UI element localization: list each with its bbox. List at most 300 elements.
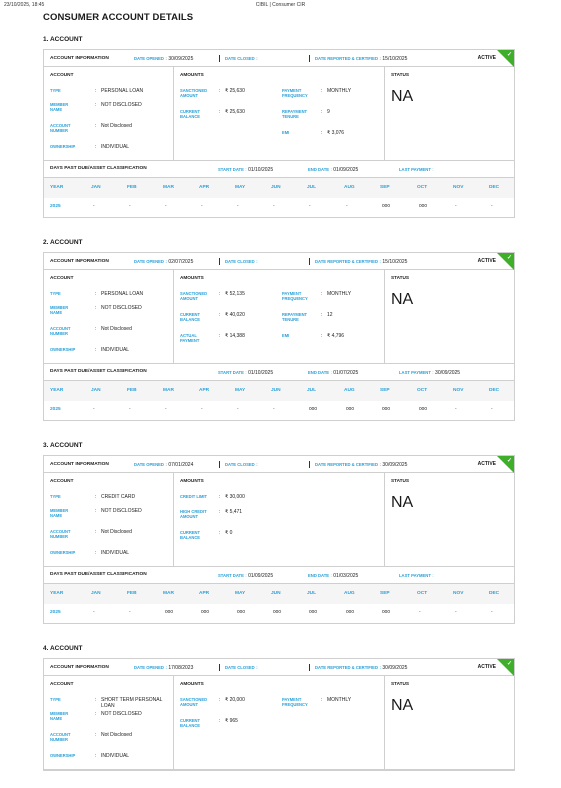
date-opened-label: DATE OPENED bbox=[134, 56, 164, 61]
dpd-month-header: DEC bbox=[489, 185, 500, 190]
dpd-last-payment bbox=[399, 370, 460, 376]
date-reported-label: DATE REPORTED & CERTIFIED bbox=[315, 665, 378, 670]
divider bbox=[219, 55, 220, 62]
dpd-header-row bbox=[44, 567, 514, 584]
high-credit-amount-field-label: HIGH CREDIT AMOUNT bbox=[180, 509, 207, 520]
dpd-last-payment bbox=[399, 573, 435, 579]
type-field-value-line2: LOAN bbox=[101, 703, 115, 709]
dpd-last-payment-label: LAST PAYMENT bbox=[399, 370, 431, 375]
date-opened-label: DATE OPENED bbox=[134, 462, 164, 467]
type-field-value: PERSONAL LOAN bbox=[101, 88, 144, 94]
sanctioned-amount-field-colon: : bbox=[219, 291, 221, 297]
checkmark-icon: ✓ bbox=[506, 52, 512, 58]
date-opened-colon: : bbox=[165, 462, 167, 467]
dpd-month-header: JUN bbox=[271, 591, 281, 596]
member-name-field-label: MEMBER NAME bbox=[50, 711, 69, 722]
account-column-title: ACCOUNT bbox=[50, 681, 74, 686]
date-closed-label: DATE CLOSED bbox=[225, 56, 255, 61]
dpd-month-value: 000 bbox=[273, 610, 282, 615]
payment-frequency-field-label: PAYMENT FREQUENCY bbox=[282, 697, 308, 708]
divider bbox=[309, 461, 310, 468]
type-field-value: SHORT TERM PERSONAL bbox=[101, 697, 163, 703]
date-reported-colon: : bbox=[379, 665, 381, 670]
account-info-row bbox=[44, 659, 514, 676]
ownership-field-label: OWNERSHIP bbox=[50, 144, 76, 149]
repayment-tenure-field-value: 9 bbox=[327, 109, 330, 115]
dpd-end-date-label: END DATE bbox=[308, 573, 330, 578]
member-name-field bbox=[50, 102, 181, 116]
member-name-field-colon: : bbox=[95, 508, 97, 514]
status-column bbox=[385, 67, 514, 160]
dpd-end-date-value: 01/03/2025 bbox=[333, 573, 359, 579]
dpd-last-payment-label: LAST PAYMENT bbox=[399, 573, 431, 578]
payment-frequency-field-label: PAYMENT FREQUENCY bbox=[282, 291, 308, 302]
date-opened-value: 17/08/2023 bbox=[168, 665, 194, 671]
payment-frequency-field-label: PAYMENT FREQUENCY bbox=[282, 88, 308, 99]
dpd-month-header: APR bbox=[199, 185, 210, 190]
amounts-column bbox=[174, 270, 385, 363]
dpd-end-date bbox=[308, 167, 358, 173]
type-field-value: PERSONAL LOAN bbox=[101, 291, 144, 297]
payment-frequency-field-colon: : bbox=[321, 291, 323, 297]
date-closed-colon: : bbox=[256, 259, 258, 264]
dpd-month-value: - bbox=[93, 407, 95, 412]
sanctioned-amount-field-colon: : bbox=[219, 697, 221, 703]
ownership-field-value: INDIVIDUAL bbox=[101, 347, 130, 353]
dpd-start-date bbox=[218, 370, 273, 376]
sanctioned-amount-field-colon: : bbox=[219, 88, 221, 94]
emi-field-value: ₹ 3,076 bbox=[327, 130, 345, 136]
account-info-row bbox=[44, 456, 514, 473]
dpd-month-value: - bbox=[165, 204, 167, 209]
print-datetime: 23/10/2025, 18:45 bbox=[4, 2, 45, 8]
account-info-label: ACCOUNT INFORMATION bbox=[50, 56, 109, 61]
dpd-month-header: FEB bbox=[127, 185, 137, 190]
dpd-start-date-label: START DATE bbox=[218, 370, 244, 375]
date-opened-label: DATE OPENED bbox=[134, 259, 164, 264]
dpd-month-header: AUG bbox=[344, 591, 355, 596]
current-balance-field-label: CURRENT BALANCE bbox=[180, 718, 201, 729]
dpd-label: DAYS PAST DUE/ASSET CLASSIFICATION bbox=[50, 166, 147, 171]
date-reported-label: DATE REPORTED & CERTIFIED bbox=[315, 56, 378, 61]
account-column bbox=[44, 676, 174, 769]
dpd-month-header: NOV bbox=[453, 185, 464, 190]
ownership-field-value: INDIVIDUAL bbox=[101, 753, 130, 759]
actual-payment-field-colon: : bbox=[219, 333, 221, 339]
dpd-year-header: YEAR bbox=[50, 185, 64, 190]
account-number-field-label: ACCOUNT NUMBER bbox=[50, 732, 71, 743]
account-number-field-value: Not Disclosed bbox=[101, 732, 132, 738]
date-opened bbox=[134, 56, 193, 62]
credit-limit-field-label: CREDIT LIMIT bbox=[180, 494, 208, 499]
dpd-year-value: 2025 bbox=[50, 407, 61, 412]
current-balance-field-colon: : bbox=[219, 718, 221, 724]
status-column bbox=[385, 473, 514, 566]
payment-frequency-field-colon: : bbox=[321, 697, 323, 703]
payment-frequency-field-value: MONTHLY bbox=[327, 291, 352, 297]
status-column-title: STATUS bbox=[391, 478, 410, 483]
date-closed-label: DATE CLOSED bbox=[225, 665, 255, 670]
account-section-title: 2. ACCOUNT bbox=[43, 239, 83, 246]
date-reported-value: 30/09/2025 bbox=[382, 462, 408, 468]
current-balance-field-value: ₹ 25,630 bbox=[225, 109, 245, 115]
sanctioned-amount-field-label: SANCTIONED AMOUNT bbox=[180, 88, 208, 99]
dpd-year-header: YEAR bbox=[50, 591, 64, 596]
dpd-months-header bbox=[44, 584, 514, 604]
account-number-field-colon: : bbox=[95, 326, 97, 332]
date-closed bbox=[225, 56, 259, 62]
dpd-last-payment-label: LAST PAYMENT bbox=[399, 167, 431, 172]
checkmark-icon: ✓ bbox=[506, 458, 512, 464]
account-info-row bbox=[44, 253, 514, 270]
dpd-end-date-label: END DATE bbox=[308, 167, 330, 172]
dpd-month-header: MAR bbox=[163, 388, 174, 393]
member-name-field bbox=[50, 711, 181, 725]
account-info-label: ACCOUNT INFORMATION bbox=[50, 462, 109, 467]
account-body bbox=[44, 270, 514, 364]
account-column-title: ACCOUNT bbox=[50, 72, 74, 77]
date-closed-colon: : bbox=[256, 665, 258, 670]
status-badge: ACTIVE bbox=[477, 461, 496, 467]
dpd-header-row bbox=[44, 161, 514, 178]
type-field-label: TYPE bbox=[50, 697, 61, 702]
amounts-column-title: AMOUNTS bbox=[180, 478, 204, 483]
date-reported-label: DATE REPORTED & CERTIFIED bbox=[315, 462, 378, 467]
status-column bbox=[385, 270, 514, 363]
dpd-month-header: APR bbox=[199, 388, 210, 393]
current-balance-field-colon: : bbox=[219, 109, 221, 115]
emi-field-colon: : bbox=[321, 333, 323, 339]
dpd-month-value: - bbox=[309, 204, 311, 209]
type-field-label: TYPE bbox=[50, 291, 61, 296]
current-balance-field-colon: : bbox=[219, 312, 221, 318]
dpd-month-value: 000 bbox=[309, 407, 318, 412]
dpd-start-date-colon: : bbox=[245, 573, 247, 578]
current-balance-field-label: CURRENT BALANCE bbox=[180, 109, 201, 120]
dpd-values-row bbox=[44, 401, 514, 420]
account-card bbox=[43, 455, 515, 624]
dpd-month-header: MAY bbox=[235, 185, 246, 190]
dpd-start-date bbox=[218, 167, 273, 173]
date-opened-colon: : bbox=[165, 259, 167, 264]
date-reported-value: 30/09/2025 bbox=[382, 665, 408, 671]
date-reported bbox=[315, 462, 407, 468]
account-number-field-colon: : bbox=[95, 123, 97, 129]
print-header bbox=[4, 2, 557, 10]
date-reported bbox=[315, 259, 407, 265]
member-name-field-label: MEMBER NAME bbox=[50, 102, 69, 113]
payment-frequency-field-value: MONTHLY bbox=[327, 88, 352, 94]
status-value: NA bbox=[391, 494, 414, 511]
dpd-month-header: AUG bbox=[344, 388, 355, 393]
member-name-field-colon: : bbox=[95, 711, 97, 717]
dpd-month-header: JUN bbox=[271, 388, 281, 393]
dpd-month-header: SEP bbox=[380, 591, 390, 596]
dpd-header-row bbox=[44, 364, 514, 381]
member-name-field bbox=[50, 508, 181, 522]
dpd-month-value: - bbox=[201, 204, 203, 209]
dpd-values-row bbox=[44, 198, 514, 217]
account-number-field bbox=[50, 732, 181, 746]
dpd-month-value: 000 bbox=[309, 610, 318, 615]
account-section-title: 3. ACCOUNT bbox=[43, 442, 83, 449]
dpd-month-header: JAN bbox=[91, 388, 101, 393]
type-field-label: TYPE bbox=[50, 494, 61, 499]
dpd-month-header: APR bbox=[199, 591, 210, 596]
repayment-tenure-field-colon: : bbox=[321, 109, 323, 115]
dpd-start-date-label: START DATE bbox=[218, 167, 244, 172]
repayment-tenure-field-colon: : bbox=[321, 312, 323, 318]
dpd-month-value: - bbox=[273, 204, 275, 209]
checkmark-icon: ✓ bbox=[506, 661, 512, 667]
dpd-month-value: 000 bbox=[419, 204, 428, 209]
dpd-month-value: 000 bbox=[346, 610, 355, 615]
emi-field-label: EMI bbox=[282, 333, 290, 338]
account-number-field bbox=[50, 529, 181, 543]
dpd-month-header: MAY bbox=[235, 591, 246, 596]
amounts-column-title: AMOUNTS bbox=[180, 275, 204, 280]
repayment-tenure-field-label: REPAYMENT TENURE bbox=[282, 109, 308, 120]
member-name-field-value: NOT DISCLOSED bbox=[101, 508, 142, 514]
dpd-last-payment bbox=[399, 167, 435, 173]
dpd-end-date-value: 01/09/2025 bbox=[333, 167, 359, 173]
status-value: NA bbox=[391, 697, 414, 714]
current-balance-field-value: ₹ 0 bbox=[225, 530, 233, 536]
status-column-title: STATUS bbox=[391, 72, 410, 77]
dpd-month-header: OCT bbox=[417, 185, 428, 190]
dpd-year-value: 2025 bbox=[50, 204, 61, 209]
current-balance-field-label: CURRENT BALANCE bbox=[180, 312, 201, 323]
credit-limit-field bbox=[180, 494, 305, 508]
dpd-end-date-colon: : bbox=[330, 167, 332, 172]
dpd-month-value: 000 bbox=[346, 407, 355, 412]
dpd-start-date-colon: : bbox=[245, 167, 247, 172]
date-closed-colon: : bbox=[256, 56, 258, 61]
dpd-month-value: - bbox=[165, 407, 167, 412]
date-reported-label: DATE REPORTED & CERTIFIED bbox=[315, 259, 378, 264]
account-column-title: ACCOUNT bbox=[50, 275, 74, 280]
date-opened-label: DATE OPENED bbox=[134, 665, 164, 670]
account-number-field-colon: : bbox=[95, 732, 97, 738]
dpd-month-header: MAR bbox=[163, 185, 174, 190]
type-field-colon: : bbox=[95, 494, 97, 500]
date-reported-colon: : bbox=[379, 462, 381, 467]
divider bbox=[309, 258, 310, 265]
dpd-month-header: JUL bbox=[307, 388, 317, 393]
date-closed bbox=[225, 462, 259, 468]
account-body bbox=[44, 676, 514, 770]
divider bbox=[219, 461, 220, 468]
status-badge: ACTIVE bbox=[477, 258, 496, 264]
dpd-month-header: DEC bbox=[489, 591, 500, 596]
dpd-month-header: OCT bbox=[417, 591, 428, 596]
dpd-month-header: FEB bbox=[127, 388, 137, 393]
member-name-field-label: MEMBER NAME bbox=[50, 508, 69, 519]
dpd-end-date-colon: : bbox=[330, 573, 332, 578]
date-reported-colon: : bbox=[379, 56, 381, 61]
date-opened bbox=[134, 259, 193, 265]
account-number-field-value: Not Disclosed bbox=[101, 529, 132, 535]
member-name-field-value: NOT DISCLOSED bbox=[101, 102, 142, 108]
dpd-month-value: 000 bbox=[382, 407, 391, 412]
type-field-colon: : bbox=[95, 291, 97, 297]
emi-field-colon: : bbox=[321, 130, 323, 136]
dpd-month-value: - bbox=[491, 204, 493, 209]
dpd-month-header: AUG bbox=[344, 185, 355, 190]
dpd-values-row bbox=[44, 604, 514, 623]
credit-limit-field-value: ₹ 30,000 bbox=[225, 494, 245, 500]
dpd-month-value: - bbox=[455, 204, 457, 209]
member-name-field bbox=[50, 305, 181, 319]
account-number-field-label: ACCOUNT NUMBER bbox=[50, 529, 71, 540]
current-balance-field-colon: : bbox=[219, 530, 221, 536]
member-name-field-value: NOT DISCLOSED bbox=[101, 305, 142, 311]
repayment-tenure-field-label: REPAYMENT TENURE bbox=[282, 312, 308, 323]
dpd-month-value: - bbox=[419, 610, 421, 615]
account-number-field-label: ACCOUNT NUMBER bbox=[50, 326, 71, 337]
current-balance-field-value: ₹ 965 bbox=[225, 718, 238, 724]
account-number-field-label: ACCOUNT NUMBER bbox=[50, 123, 71, 134]
account-info-label: ACCOUNT INFORMATION bbox=[50, 665, 109, 670]
amounts-column-title: AMOUNTS bbox=[180, 72, 204, 77]
member-name-field-colon: : bbox=[95, 102, 97, 108]
dpd-month-value: - bbox=[129, 610, 131, 615]
payment-frequency-field-value: MONTHLY bbox=[327, 697, 352, 703]
date-reported-value: 15/10/2025 bbox=[382, 259, 408, 265]
dpd-last-payment-colon: : bbox=[432, 370, 434, 375]
dpd-month-header: JAN bbox=[91, 185, 101, 190]
current-balance-field bbox=[180, 718, 305, 732]
ownership-field-colon: : bbox=[95, 144, 97, 150]
dpd-month-value: - bbox=[455, 407, 457, 412]
dpd-last-payment-colon: : bbox=[432, 573, 434, 578]
dpd-month-value: - bbox=[491, 610, 493, 615]
dpd-label: DAYS PAST DUE/ASSET CLASSIFICATION bbox=[50, 369, 147, 374]
account-column bbox=[44, 270, 174, 363]
dpd-month-header: SEP bbox=[380, 388, 390, 393]
dpd-month-value: - bbox=[129, 204, 131, 209]
dpd-month-header: NOV bbox=[453, 388, 464, 393]
date-opened-value: 02/07/2025 bbox=[168, 259, 194, 265]
date-opened bbox=[134, 462, 193, 468]
account-section-title: 1. ACCOUNT bbox=[43, 36, 83, 43]
emi-field-value: ₹ 4,796 bbox=[327, 333, 345, 339]
dpd-label: DAYS PAST DUE/ASSET CLASSIFICATION bbox=[50, 572, 147, 577]
date-closed-colon: : bbox=[256, 462, 258, 467]
ownership-field-label: OWNERSHIP bbox=[50, 347, 76, 352]
dpd-last-payment-colon: : bbox=[432, 167, 434, 172]
dpd-month-value: - bbox=[93, 610, 95, 615]
date-reported-value: 15/10/2025 bbox=[382, 56, 408, 62]
type-field-colon: : bbox=[95, 88, 97, 94]
dpd-month-header: JUL bbox=[307, 591, 317, 596]
account-card bbox=[43, 658, 515, 771]
actual-payment-field-value: ₹ 14,388 bbox=[225, 333, 245, 339]
status-badge: ACTIVE bbox=[477, 664, 496, 670]
account-column-title: ACCOUNT bbox=[50, 478, 74, 483]
divider bbox=[219, 664, 220, 671]
print-title: CIBIL | Consumer CIR bbox=[255, 2, 306, 8]
dpd-month-header: MAY bbox=[235, 388, 246, 393]
dpd-month-value: - bbox=[237, 204, 239, 209]
dpd-start-date-value: 01/10/2025 bbox=[248, 167, 274, 173]
amounts-column bbox=[174, 676, 385, 769]
account-column bbox=[44, 473, 174, 566]
status-column-title: STATUS bbox=[391, 681, 410, 686]
amounts-column-title: AMOUNTS bbox=[180, 681, 204, 686]
dpd-month-header: DEC bbox=[489, 388, 500, 393]
dpd-month-header: SEP bbox=[380, 185, 390, 190]
dpd-month-value: 000 bbox=[382, 204, 391, 209]
dpd-year-header: YEAR bbox=[50, 388, 64, 393]
dpd-month-header: NOV bbox=[453, 591, 464, 596]
emi-field-label: EMI bbox=[282, 130, 290, 135]
account-card bbox=[43, 252, 515, 421]
date-reported bbox=[315, 56, 407, 62]
dpd-end-date-value: 01/07/2025 bbox=[333, 370, 359, 376]
repayment-tenure-field-value: 12 bbox=[327, 312, 333, 318]
status-badge: ACTIVE bbox=[477, 55, 496, 61]
status-value: NA bbox=[391, 291, 414, 308]
amounts-column bbox=[174, 473, 385, 566]
dpd-month-value: 000 bbox=[165, 610, 174, 615]
account-body bbox=[44, 67, 514, 161]
dpd-month-value: - bbox=[273, 407, 275, 412]
dpd-start-date bbox=[218, 573, 273, 579]
type-field bbox=[50, 88, 181, 102]
date-reported-colon: : bbox=[379, 259, 381, 264]
ownership-field-label: OWNERSHIP bbox=[50, 753, 76, 758]
checkmark-icon: ✓ bbox=[506, 255, 512, 261]
type-field bbox=[50, 697, 181, 711]
date-closed bbox=[225, 259, 259, 265]
account-number-field bbox=[50, 123, 181, 137]
type-field-label: TYPE bbox=[50, 88, 61, 93]
type-field-value: CREDIT CARD bbox=[101, 494, 136, 500]
dpd-month-header: JAN bbox=[91, 591, 101, 596]
dpd-months-header bbox=[44, 381, 514, 401]
dpd-end-date-label: END DATE bbox=[308, 370, 330, 375]
type-field-colon: : bbox=[95, 697, 97, 703]
dpd-month-header: FEB bbox=[127, 591, 137, 596]
actual-payment-field-label: ACTUAL PAYMENT bbox=[180, 333, 200, 344]
dpd-end-date bbox=[308, 370, 358, 376]
dpd-month-value: - bbox=[455, 610, 457, 615]
ownership-field bbox=[50, 550, 181, 564]
dpd-month-value: - bbox=[129, 407, 131, 412]
dpd-month-header: JUL bbox=[307, 185, 317, 190]
dpd-end-date bbox=[308, 573, 358, 579]
dpd-start-date-value: 01/09/2025 bbox=[248, 573, 274, 579]
ownership-field bbox=[50, 753, 181, 767]
type-field bbox=[50, 494, 181, 508]
dpd-month-value: - bbox=[237, 407, 239, 412]
date-opened-value: 30/09/2025 bbox=[168, 56, 194, 62]
status-column bbox=[385, 676, 514, 769]
date-closed-label: DATE CLOSED bbox=[225, 462, 255, 467]
sanctioned-amount-field-label: SANCTIONED AMOUNT bbox=[180, 697, 208, 708]
ownership-field bbox=[50, 144, 181, 158]
date-opened bbox=[134, 665, 193, 671]
dpd-year-value: 2025 bbox=[50, 610, 61, 615]
status-column-title: STATUS bbox=[391, 275, 410, 280]
ownership-field-value: INDIVIDUAL bbox=[101, 144, 130, 150]
member-name-field-label: MEMBER NAME bbox=[50, 305, 69, 316]
dpd-month-value: - bbox=[93, 204, 95, 209]
high-credit-amount-field-value: ₹ 5,471 bbox=[225, 509, 243, 515]
ownership-field-colon: : bbox=[95, 550, 97, 556]
dpd-start-date-label: START DATE bbox=[218, 573, 244, 578]
